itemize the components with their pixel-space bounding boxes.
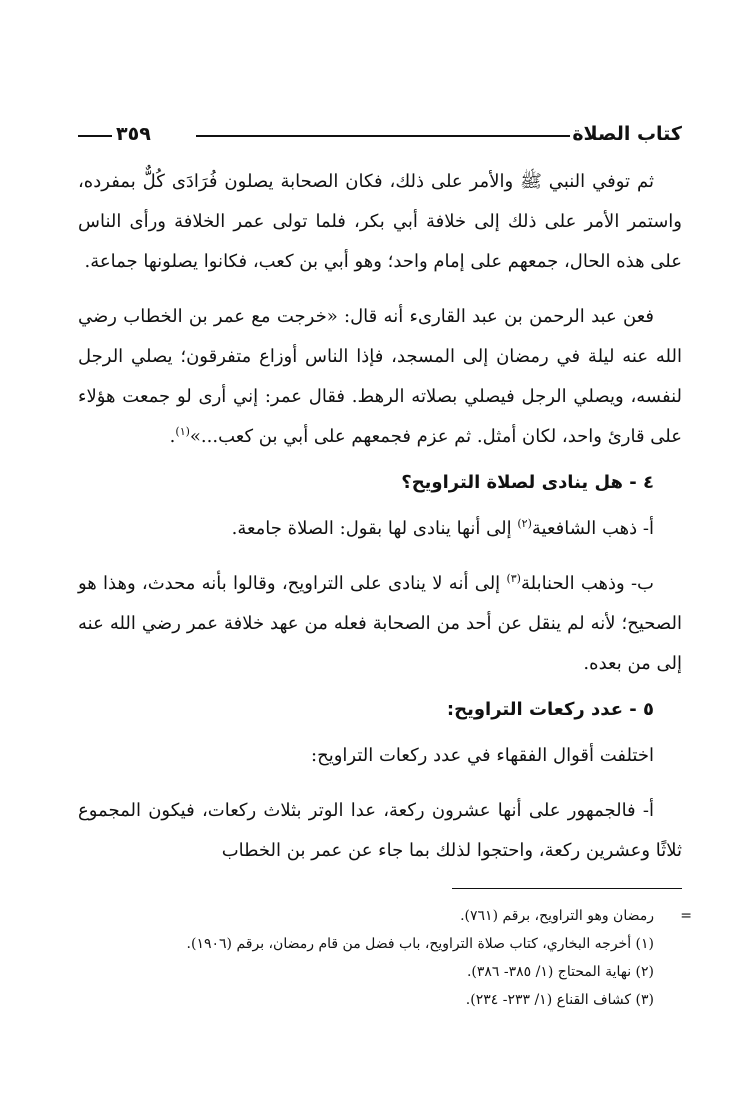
- paragraph-5a: [78, 791, 682, 871]
- footnote-2: (٢) نهاية المحتاج (١/ ٣٨٥- ٣٨٦).: [466, 964, 654, 980]
- footnote-ref-2: (٢): [517, 517, 532, 530]
- header-rule: [196, 135, 570, 137]
- paragraph-4b-text-end: إلى أنه لا ينادى على التراويح، وقالوا بأنه محدث، وهذا هو الصحيح؛ لأنه لم ينقل عن أحد من الصحابة فعله من عهد خلافة عمر رضي الله عنه إلى من بعده.: [78, 573, 682, 674]
- footnote-continuation-text: رمضان وهو التراويح، برقم (٧٦١).: [460, 908, 654, 924]
- footnotes: [78, 902, 692, 1014]
- paragraph-5-intro-text: اختلفت أقوال الفقهاء في عدد ركعات التراويح:: [311, 745, 654, 766]
- paragraph-2-text: فعن عبد الرحمن بن عبد القارىء أنه قال: «خرجت مع عمر بن الخطاب رضي الله عنه ليلة في رمضان إلى المسجد، فإذا الناس أوزاع متفرقون؛ يصلي الرجل لنفسه، ويصلي الرجل فيصلي بصلاته الرهط. فقال عمر: إني أرى لو جمعت هؤلاء على قارئ واحد، لكان أمثل. ثم عزم فجمعهم على أبي بن كعب...»: [78, 306, 682, 447]
- main-text: [78, 162, 682, 871]
- chapter-title: كتاب الصلاة: [572, 123, 682, 145]
- paragraph-4a-text-end: إلى أنها ينادى لها بقول: الصلاة جامعة.: [231, 518, 518, 539]
- page-number: ٣٥٩: [116, 123, 151, 145]
- footnote-ref-3: (٣): [506, 572, 521, 585]
- footnote-ref-1: (١): [175, 425, 190, 438]
- section-heading-5: ٥ - عدد ركعات التراويح:: [446, 699, 654, 720]
- running-header: [78, 120, 682, 150]
- paragraph-5-intro: [78, 736, 682, 776]
- footnote-continuation: [78, 902, 692, 930]
- paragraph-4a-text-start: أ- ذهب الشافعية: [531, 518, 654, 539]
- continuation-mark: =: [680, 908, 692, 924]
- footnote-1: (١) أخرجه البخاري، كتاب صلاة التراويح، باب فضل من قام رمضان، برقم (١٩٠٦).: [186, 936, 654, 952]
- paragraph-4b-text-start: ب- وذهب الحنابلة: [520, 573, 654, 594]
- page-number-rule: [78, 135, 112, 137]
- paragraph-1: [78, 162, 682, 282]
- footnote-3: (٣) كشاف القناع (١/ ٢٣٣- ٢٣٤).: [465, 992, 654, 1008]
- paragraph-4b: [78, 564, 682, 684]
- section-heading-4: ٤ - هل ينادى لصلاة التراويح؟: [401, 472, 654, 493]
- paragraph-2: فعن عبد الرحمن بن عبد القارىء أنه قال: «خرجت مع عمر بن الخطاب رضي الله عنه ليلة في رمضان إلى المسجد، فإذا الناس أوزاع متفرقون؛ يصلي الرجل لنفسه، ويصلي الرجل فيصلي بصلاته الرهط. فقال عمر: إني أرى لو جمعت هؤلاء على قارئ واحد، لكان أمثل. ثم عزم فجمعهم على أبي بن كعب...»$^{(١)}$.: [78, 306, 682, 447]
- paragraph-5a-text: أ- فالجمهور على أنها عشرون ركعة، عدا الوتر بثلاث ركعات، فيكون المجموع ثلاثًا وعشرين ركعة، واحتجوا لذلك بما جاء عن عمر بن الخطاب: [78, 800, 682, 861]
- paragraph-4a: [78, 509, 682, 549]
- footnote-separator: [452, 888, 682, 889]
- paragraph-1-text: ثم توفي النبي ﷺ والأمر على ذلك، فكان الصحابة يصلون فُرَادَى كُلٌّ بمفرده، واستمر الأمر على ذلك إلى خلافة أبي بكر، فلما تولى عمر الخلافة ورأى الناس على هذه الحال، جمعهم على إمام واحد؛ وهو أبي بن كعب، فكانوا يصلونها جماعة.: [78, 171, 682, 272]
